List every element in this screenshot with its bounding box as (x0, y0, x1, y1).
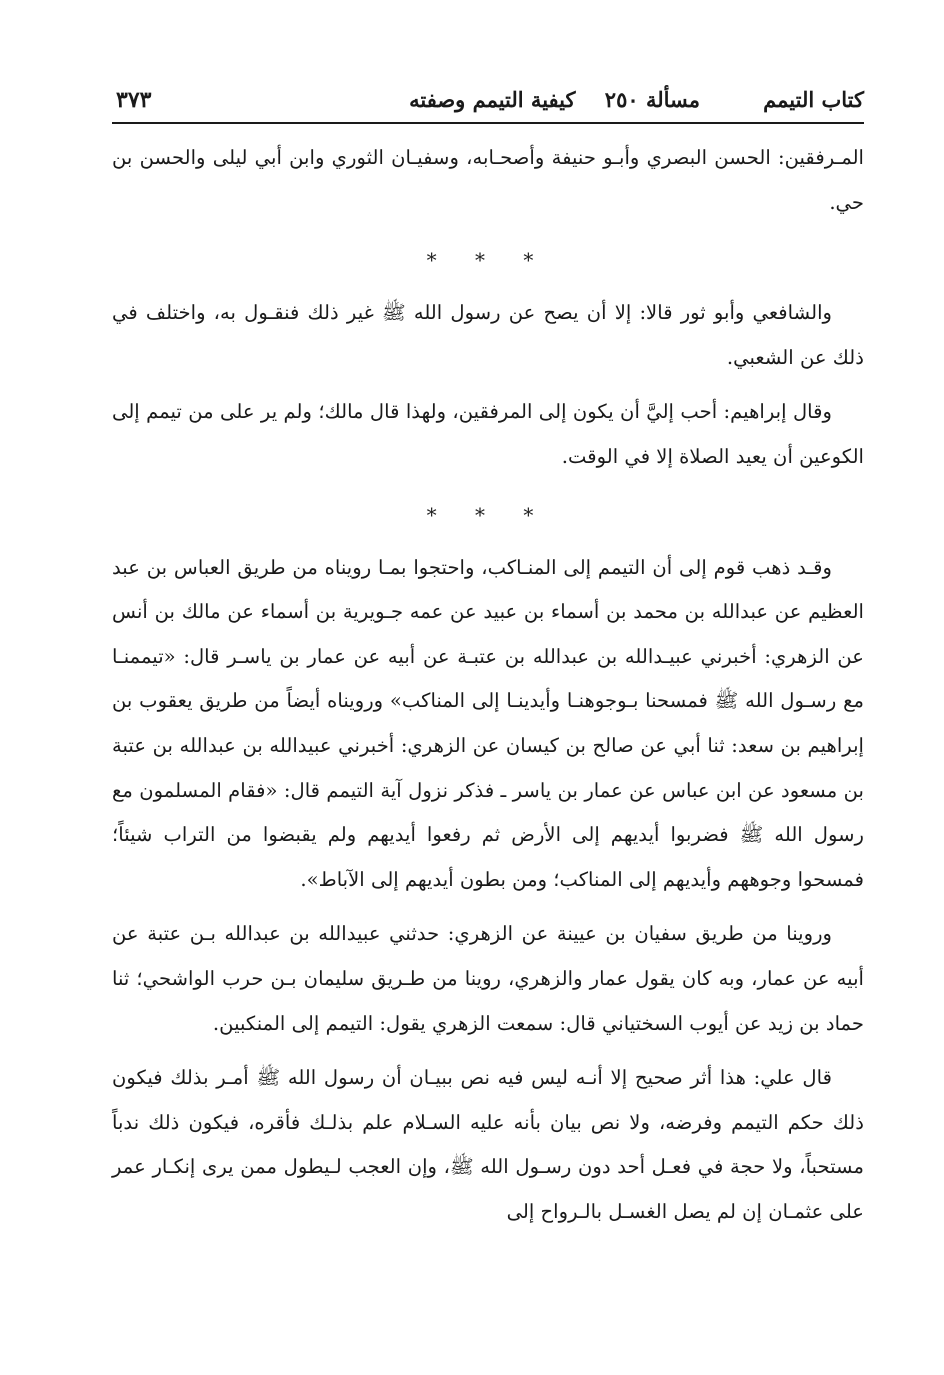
section-separator: * * * (426, 248, 550, 273)
paragraph: وروينا من طريق سفيان بن عيينة عن الزهري: حدثني عبيدالله بن عبدالله بـن عتبة عن أبيه عن عمار، وبه كان يقول عمار والزهري، روينا من طـريق سليمان بـن حرب الواشحي؛ ثنا حماد بن زيد عن أيوب السختياني قال: سمعت الزهري يقول: التيمم إلى المنكبين. (112, 922, 864, 1035)
paragraph: والشافعي وأبو ثور قالا: إلا أن يصح عن رسول الله ﷺ غير ذلك فنقـول به، واختلف في ذلك عن الشعبي. (112, 301, 864, 369)
section-separator: * * * (426, 502, 550, 527)
book-title: كتاب التيمم (763, 87, 864, 112)
paragraph: قال علي: هذا أثر صحيح إلا أنـه ليس فيه نص ببيـان أن رسول الله ﷺ أمـر بذلك فيكون ذلك حكم التيمم وفرضه، ولا نص بيان بأنه عليه السـلام علم بذلـك فأقره، فيكون ذلك ندباً مستحباً، ولا حجة في فعـل أحد دون رسـول الله ﷺ، وإن العجب لـيطول ممن يرى إنكـار عمر على عثمـان إن لم يصل الغسـل بالـرواح إلى (112, 1066, 864, 1223)
paragraph: وقـد ذهب قوم إلى أن التيمم إلى المنـاكب، واحتجوا بمـا رويناه من طريق العباس بن عبد العظيم عن عبدالله بن محمد بن أسماء بن عبيد عن عمه جـويرية بن أسماء عن مالك بن أنس عن الزهري: أخبرني عبيـدالله بن عبدالله بن عتبـة عن أبيه عن عمار بن ياسـر قال: «تيممنـا مع رسـول الله ﷺ فمسحنا بـوجوهنـا وأيدينـا إلى المناكب» ورويناه أيضاً من طريق يعقوب بن إبراهيم بن سعد: ثنا أبي عن صالح بن كيسان عن الزهري: أخبرني عبيدالله بن عبدالله بن عتبة بن مسعود عن ابن عباس عن عمار بن ياسر ـ فذكر نزول آية التيمم قال: «فقام المسلمون مع رسول الله ﷺ فضربوا أيديهم إلى الأرض ثم رفعوا أيديهم ولم يقبضوا من التراب شيئاً؛ فمسحوا وجوههم وأيديهم إلى المناكب؛ ومن بطون أيديهم إلى الآباط». (112, 555, 864, 891)
topic-title: كيفية التيمم وصفته (409, 87, 576, 112)
book-page (112, 78, 864, 1244)
issue-number: مسألة ٢٥٠ (604, 87, 700, 112)
paragraph: وقال إبراهيم: أحب إليَّ أن يكون إلى المرفقين، ولهذا قال مالك؛ ولم ير على من تيمم إلى الكوعين أن يعيد الصلاة إلا في الوقت. (112, 400, 864, 468)
running-header (112, 78, 864, 124)
page-number: ٣٧٣ (116, 87, 152, 113)
page-body (112, 124, 864, 1234)
paragraph: المـرفقين: الحسن البصري وأبـو حنيفة وأصحـابه، وسفيـان الثوري وابن أبي ليلى والحسن بن حي. (112, 146, 864, 214)
section-heading (409, 78, 700, 122)
